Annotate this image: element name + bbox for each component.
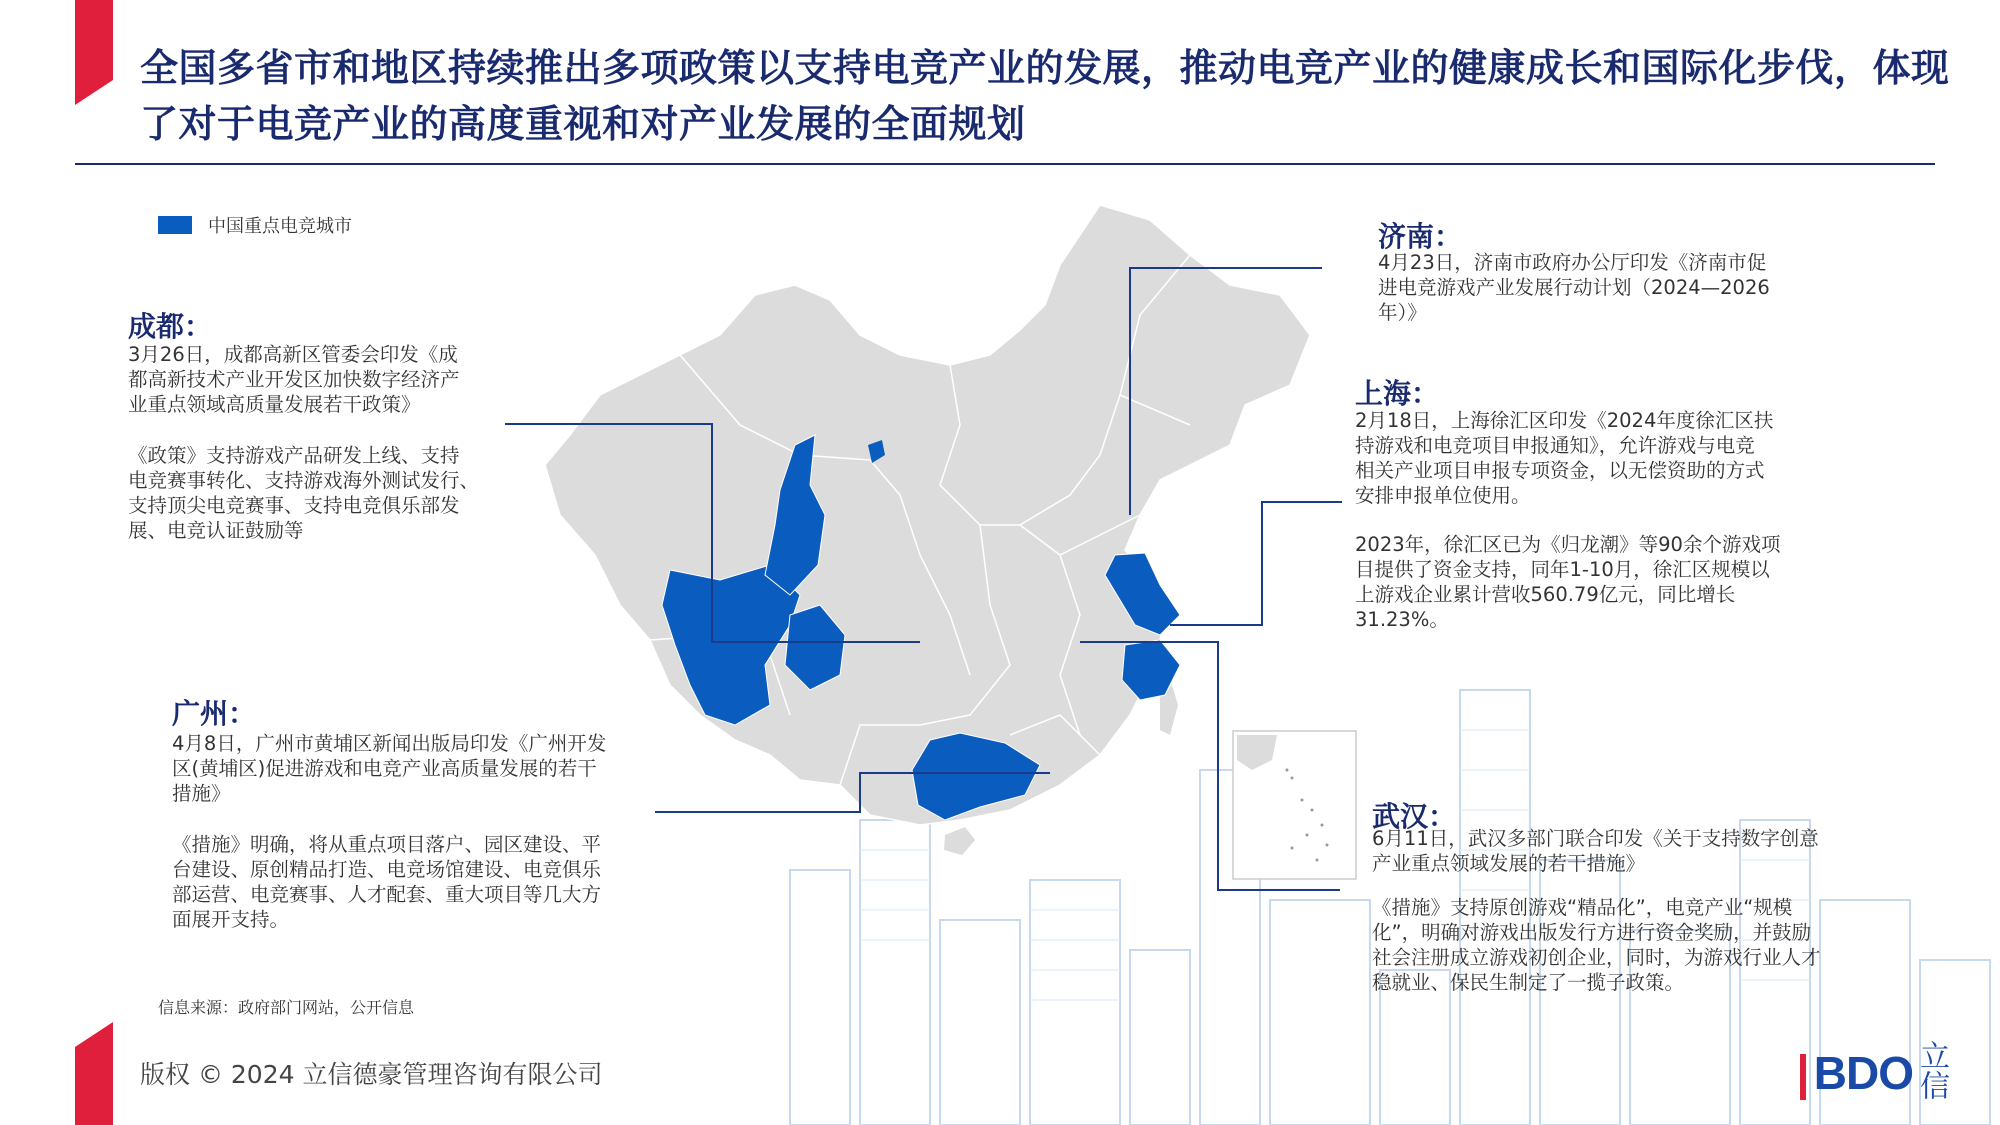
guangzhou-line: 4月8日，广州市黄埔区新闻出版局印发《广州开发 [172, 732, 607, 755]
shanghai-heading: 上海： [1355, 377, 1440, 410]
wuhan-policy-text [1372, 826, 1819, 876]
wuhan-line: 稳就业、保民生制定了一揽子政策。 [1372, 971, 1685, 994]
guangzhou-line: 措施》 [172, 782, 231, 805]
guangzhou-line: 面展开支持。 [172, 908, 290, 931]
chengdu-line: 支持顶尖电竞赛事、支持电竞俱乐部发 [128, 494, 460, 517]
wuhan-line: 6月11日，武汉多部门联合印发《关于支持数字创意 [1372, 827, 1819, 850]
wuhan-detail-text [1372, 895, 1821, 995]
chengdu-line: 业重点领域高质量发展若干政策》 [128, 393, 421, 416]
chengdu-line: 电竞赛事转化、支持游戏海外测试发行、 [128, 469, 480, 492]
chengdu-heading: 成都： [128, 310, 213, 343]
shanghai-line: 2月18日，上海徐汇区印发《2024年度徐汇区扶 [1355, 409, 1774, 432]
chengdu-line: 展、电竞认证鼓励等 [128, 519, 304, 542]
shanghai-line: 31.23%。 [1355, 608, 1449, 631]
chengdu-policy-text [128, 342, 460, 417]
guangzhou-line: 区(黄埔区)促进游戏和电竞产业高质量发展的若干 [172, 757, 597, 780]
chengdu-line: 3月26日，成都高新区管委会印发《成 [128, 343, 458, 366]
guangzhou-heading: 广州： [172, 697, 257, 730]
jinan-line: 4月23日，济南市政府办公厅印发《济南市促 [1378, 251, 1767, 274]
bdo-logo [1800, 1040, 1949, 1100]
bdo-logo-cn: 立信 [1914, 1040, 1949, 1100]
guangzhou-detail-text [172, 832, 601, 932]
jinan-connector [1130, 268, 1322, 515]
jinan-policy-text [1378, 250, 1770, 325]
wuhan-line: 《措施》支持原创游戏“精品化”，电竞产业“规模 [1372, 896, 1793, 919]
shanghai-detail-text [1355, 532, 1780, 632]
chengdu-detail-text [128, 443, 479, 543]
shanghai-line: 上游戏企业累计营收560.79亿元，同比增长 [1355, 583, 1736, 606]
guangzhou-connector [655, 773, 1050, 812]
shanghai-line: 相关产业项目申报专项资金，以无偿资助的方式 [1355, 459, 1765, 482]
bdo-logo-mark [1800, 1054, 1810, 1100]
jinan-heading: 济南： [1378, 220, 1463, 253]
legend-label: 中国重点电竞城市 [208, 216, 352, 237]
shanghai-line: 安排申报单位使用。 [1355, 484, 1531, 507]
guangzhou-line: 《措施》明确，将从重点项目落户、园区建设、平 [172, 833, 602, 856]
wuhan-line: 社会注册成立游戏初创企业，同时，为游戏行业人才 [1372, 946, 1821, 969]
bdo-logo-text: BDO [1813, 1047, 1913, 1099]
shanghai-connector [1170, 502, 1342, 625]
wuhan-line: 化”，明确对游戏出版发行方进行资金奖励，并鼓励 [1372, 921, 1812, 944]
guangzhou-policy-text [172, 731, 606, 806]
page-title: 全国多省市和地区持续推出多项政策以支持电竞产业的发展，推动电竞产业的健康成长和国际化步伐，体现了对于电竞产业的高度重视和对产业发展的全面规划 [140, 46, 1950, 146]
shanghai-line: 目提供了资金支持，同年1-10月，徐汇区规模以 [1355, 558, 1770, 581]
guangzhou-line: 台建设、原创精品打造、电竞场馆建设、电竞俱乐 [172, 858, 602, 881]
chengdu-connector [505, 424, 920, 642]
copyright-text: 版权 © 2024 立信德豪管理咨询有限公司 [140, 1060, 603, 1089]
source-note: 信息来源：政府部门网站，公开信息 [158, 998, 415, 1017]
guangzhou-line: 部运营、电竞赛事、人才配套、重大项目等几大方 [172, 883, 602, 906]
chengdu-line: 《政策》支持游戏产品研发上线、支持 [128, 444, 460, 467]
wuhan-line: 产业重点领域发展的若干措施》 [1372, 852, 1646, 875]
shanghai-line: 2023年，徐汇区已为《归龙潮》等90余个游戏项 [1355, 533, 1781, 556]
jinan-line: 年）》 [1378, 301, 1427, 324]
shanghai-policy-text [1355, 408, 1773, 508]
wuhan-connector [1080, 642, 1340, 890]
chengdu-line: 都高新技术产业开发区加快数字经济产 [128, 368, 460, 391]
wuhan-heading: 武汉： [1372, 800, 1457, 833]
jinan-line: 进电竞游戏产业发展行动计划（2024—2026 [1378, 276, 1770, 299]
shanghai-line: 持游戏和电竞项目申报通知》，允许游戏与电竞 [1355, 434, 1755, 457]
